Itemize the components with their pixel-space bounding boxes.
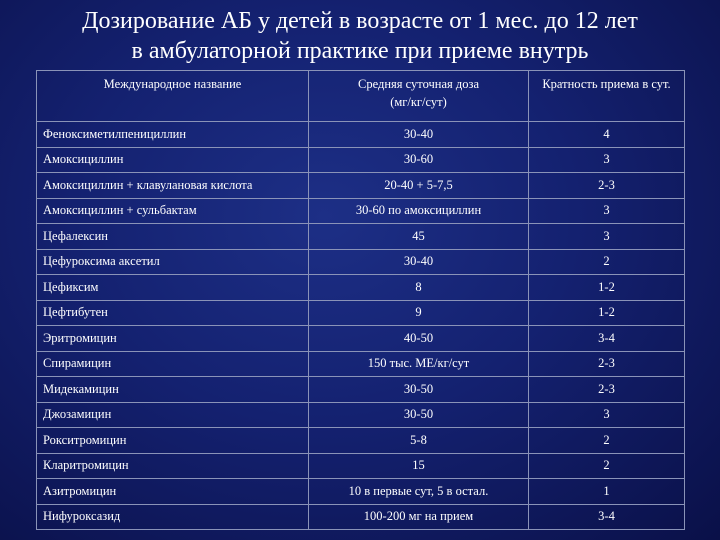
frequency-cell: 3-4 — [529, 326, 685, 352]
table-row — [37, 224, 685, 250]
frequency-cell: 2-3 — [529, 173, 685, 199]
frequency-cell: 3-4 — [529, 504, 685, 530]
header-dose — [309, 71, 529, 122]
drug-name-cell: Мидекамицин — [37, 377, 309, 403]
daily-dose-cell: 45 — [309, 224, 529, 250]
table-row — [37, 326, 685, 352]
daily-dose-cell: 100-200 мг на прием — [309, 504, 529, 530]
frequency-cell: 3 — [529, 147, 685, 173]
table-row — [37, 428, 685, 454]
daily-dose-cell: 20-40 + 5-7,5 — [309, 173, 529, 199]
table-row — [37, 122, 685, 148]
table-row — [37, 198, 685, 224]
daily-dose-cell: 8 — [309, 275, 529, 301]
frequency-cell: 2 — [529, 249, 685, 275]
drug-name-cell: Амоксициллин + сульбактам — [37, 198, 309, 224]
slide-title — [0, 6, 720, 66]
daily-dose-cell: 30-40 — [309, 249, 529, 275]
frequency-cell: 2-3 — [529, 351, 685, 377]
frequency-cell: 1-2 — [529, 300, 685, 326]
drug-name-cell: Феноксиметилпенициллин — [37, 122, 309, 148]
table-row — [37, 453, 685, 479]
header-dose-line-2: (мг/кг/сут) — [390, 95, 447, 109]
table-row — [37, 300, 685, 326]
title-line-2: в амбулаторной практике при приеме внутрь — [131, 38, 589, 64]
frequency-cell: 1 — [529, 479, 685, 505]
dosage-table — [36, 70, 685, 530]
table-row — [37, 402, 685, 428]
table-row — [37, 147, 685, 173]
header-frequency: Кратность приема в сут. — [529, 71, 685, 122]
table-row — [37, 173, 685, 199]
frequency-cell: 3 — [529, 198, 685, 224]
daily-dose-cell: 30-50 — [309, 402, 529, 428]
daily-dose-cell: 30-50 — [309, 377, 529, 403]
drug-name-cell: Цефтибутен — [37, 300, 309, 326]
frequency-cell: 1-2 — [529, 275, 685, 301]
table-row — [37, 249, 685, 275]
drug-name-cell: Джозамицин — [37, 402, 309, 428]
header-name: Международное название — [37, 71, 309, 122]
daily-dose-cell: 5-8 — [309, 428, 529, 454]
frequency-cell: 3 — [529, 402, 685, 428]
table-row — [37, 479, 685, 505]
daily-dose-cell: 30-60 — [309, 147, 529, 173]
drug-name-cell: Амоксициллин + клавулановая кислота — [37, 173, 309, 199]
drug-name-cell: Эритромицин — [37, 326, 309, 352]
drug-name-cell: Цефуроксима аксетил — [37, 249, 309, 275]
daily-dose-cell: 15 — [309, 453, 529, 479]
table-row — [37, 275, 685, 301]
table-row — [37, 504, 685, 530]
drug-name-cell: Рокситромицин — [37, 428, 309, 454]
drug-name-cell: Спирамицин — [37, 351, 309, 377]
daily-dose-cell: 150 тыс. МЕ/кг/сут — [309, 351, 529, 377]
drug-name-cell: Нифуроксазид — [37, 504, 309, 530]
dosage-table-container — [36, 70, 684, 530]
frequency-cell: 2 — [529, 453, 685, 479]
drug-name-cell: Амоксициллин — [37, 147, 309, 173]
drug-name-cell: Кларитромицин — [37, 453, 309, 479]
drug-name-cell: Азитромицин — [37, 479, 309, 505]
daily-dose-cell: 40-50 — [309, 326, 529, 352]
daily-dose-cell: 30-60 по амоксициллин — [309, 198, 529, 224]
title-line-1: Дозирование АБ у детей в возрасте от 1 мес. до 12 лет — [82, 8, 638, 34]
table-row — [37, 377, 685, 403]
daily-dose-cell: 10 в первые сут, 5 в остал. — [309, 479, 529, 505]
frequency-cell: 4 — [529, 122, 685, 148]
daily-dose-cell: 9 — [309, 300, 529, 326]
header-dose-line-1: Средняя суточная доза — [358, 77, 479, 91]
table-body — [37, 122, 685, 530]
frequency-cell: 2 — [529, 428, 685, 454]
frequency-cell: 2-3 — [529, 377, 685, 403]
table-row — [37, 351, 685, 377]
table-header-row — [37, 71, 685, 122]
drug-name-cell: Цефалексин — [37, 224, 309, 250]
daily-dose-cell: 30-40 — [309, 122, 529, 148]
frequency-cell: 3 — [529, 224, 685, 250]
drug-name-cell: Цефиксим — [37, 275, 309, 301]
